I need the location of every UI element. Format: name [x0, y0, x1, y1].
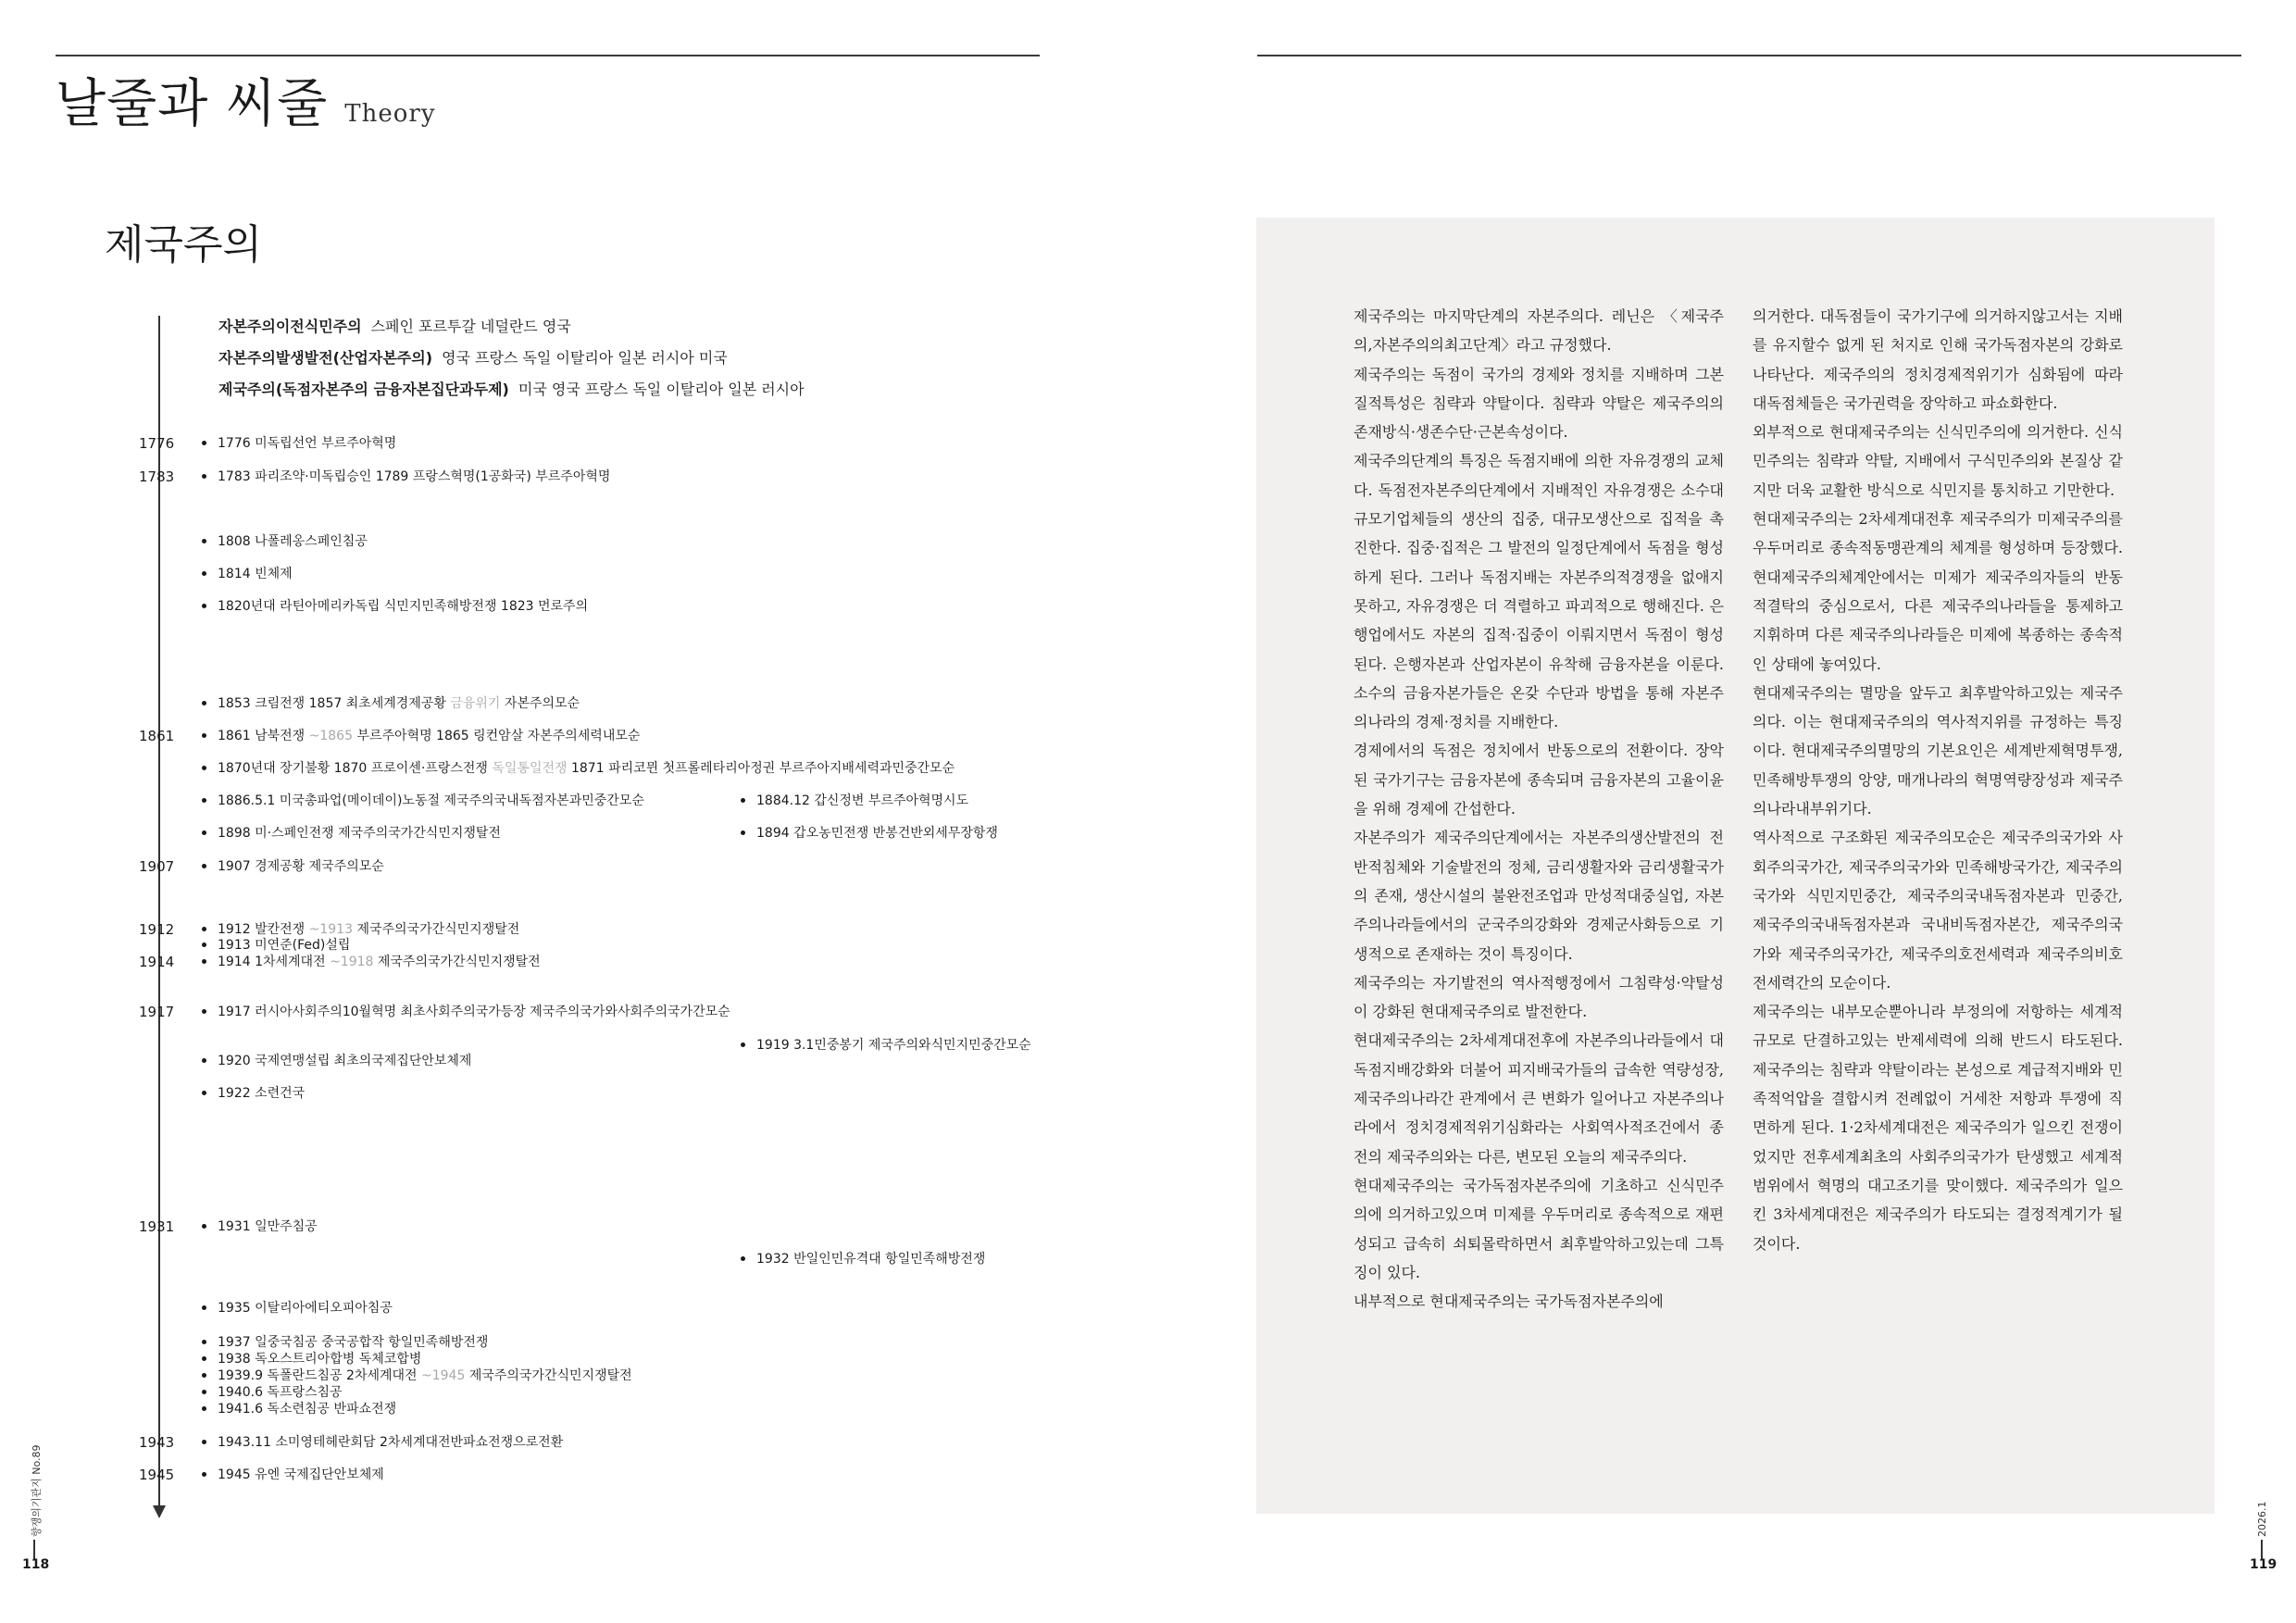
bullet-icon: [202, 830, 206, 835]
year-label: 1917: [139, 1004, 175, 1020]
bullet-icon: [202, 1305, 206, 1310]
timeline-event: 1941.6 독소련침공 반파쇼전쟁: [202, 1402, 396, 1417]
bullet-icon: [202, 1340, 206, 1344]
bullet-icon: [202, 798, 206, 803]
timeline-event: 1938 독오스트리아합병 독체코합병: [202, 1352, 421, 1367]
bullet-icon: [202, 927, 206, 931]
bullet-icon: [741, 1042, 745, 1047]
category-label: 제국주의(독점자본주의 금융자본집단과두제): [218, 381, 509, 398]
timeline-event: 1920 국제연맹설립 최초의국제집단안보체제: [202, 1054, 471, 1068]
timeline-arrow-icon: [153, 1505, 166, 1518]
timeline-event: 1870년대 장기불황 1870 프로이센·프랑스전쟁 독일통일전쟁 1871 파리코뮌 첫프롤레타리아정권 부르주아지배세력과민중간모순: [202, 761, 955, 776]
timeline-event: 1919 3.1민중봉기 제국주의와식민지민중간모순: [741, 1038, 1031, 1053]
article-column-1: 제국주의는 마지막단계의 자본주의다. 레닌은 〈제국주의,자본주의의최고단계〉라고 규정했다. 제국주의는 독점이 국가의 경제와 정치를 지배하며 그본질적특성은 침략과 약탈이다. 침략과 약탈은 제국주의의 존재방식·생존수단·근본속성이다. 제국주의단계의 특징은 독점지배에 의한 자유경쟁의 교체다. 독점전자본주의단계에서 지배적인 자유경쟁은 소수대규모기업체들의 생산의 집중, 대규모생산으로 집적을 촉진한다. 집중·집적은 그 발전의 일정단계에서 독점을 형성하게 된다. 그러나 독점지배는 자본주의적경쟁을 없애지못하고, 자유경쟁은 더 격렬하고 파괴적으로 행해진다. 은행업에서도 자본의 집적·집중이 이뤄지면서 독점이 형성된다. 은행자본과 산업자본이 유착해 금융자본을 이룬다. 소수의 금융자본가들은 온갖 수단과 방법을 통해 자본주의나라의 경제·정치를 지배한다. 경제에서의 독점은 정치에서 반동으로의 전환이다. 장악된 국가기구는 금융자본에 종속되며 금융자본의 고율이윤을 위해 경제에 간섭한다. 자본주의가 제국주의단계에서는 자본주의생산발전의 전반적침체와 기술발전의 정체, 금리생활자와 금리생활국가의 존재, 생산시설의 불완전조업과 만성적대중실업, 자본주의나라들에서의 군국주의강화와 경제군사화등으로 기생적으로 존재하는 것이 특징이다. 제국주의는 자기발전의 역사적행정에서 그침략성·약탈성이 강화된 현대제국주의로 발전한다. 현대제국주의는 2차세계대전후에 자본주의나라들에서 대독점지배강화와 더불어 피지배국가들의 급속한 역량성장, 제국주의나라간 관계에서 큰 변화가 일어나고 자본주의나라에서 정치경제적위기심화라는 사회역사적조건에서 종전의 제국주의와는 다른, 변모된 오늘의 제국주의다. 현대제국주의는 국가독점자본주의에 기초하고 신식민주의에 의거하고있으며 미제를 우두머리로 종속적으로 재편성되고 급속히 쇠퇴몰락하면서 최후발악하고있는데 그특징이 있다. 내부적으로 현대제국주의는 국가독점자본주의에: [1354, 307, 1724, 1311]
timeline-event: 1917 러시아사회주의10월혁명 최초사회주의국가등장 제국주의국가와사회주의국가간모순: [202, 1005, 730, 1019]
section-title-text: 날줄과 씨줄: [56, 74, 329, 134]
timeline-event: 1945 유엔 국제집단안보체제: [202, 1467, 384, 1482]
year-label: 1945: [139, 1467, 175, 1483]
timeline-event: 1814 빈체제: [202, 567, 293, 581]
bullet-icon: [202, 474, 206, 479]
category-label: 자본주의이전식민주의: [218, 318, 362, 335]
category-label: 자본주의발생발전(산업자본주의): [218, 349, 433, 367]
category-row: [218, 346, 728, 368]
top-rule-left: [56, 55, 1040, 56]
bullet-icon: [741, 798, 745, 803]
year-label: 1907: [139, 858, 175, 875]
timeline-event: 1932 반일인민유격대 항일민족해방전쟁: [741, 1252, 985, 1267]
category-row: [218, 315, 571, 336]
timeline-event: 1940.6 독프랑스침공: [202, 1385, 343, 1400]
right-page-number: 119: [2250, 1557, 2277, 1572]
year-label: 1914: [139, 954, 175, 970]
timeline-event: 1808 나폴레옹스페인침공: [202, 534, 368, 549]
timeline-event: 1943.11 소미영테헤란회담 2차세계대전반파쇼전쟁으로전환: [202, 1435, 563, 1450]
section-subtitle: Theory: [344, 100, 436, 128]
bullet-icon: [202, 1091, 206, 1095]
bullet-icon: [202, 959, 206, 964]
year-label: 1861: [139, 728, 175, 744]
section-title: [56, 63, 436, 137]
bullet-icon: [202, 441, 206, 445]
timeline-event: 1776 미독립선언 부르주아혁명: [202, 436, 396, 451]
bullet-icon: [202, 701, 206, 705]
timeline-event: 1853 크림전쟁 1857 최초세계경제공황 금융위기 자본주의모순: [202, 696, 580, 711]
bullet-icon: [741, 1256, 745, 1261]
category-countries: 스페인 포르투갈 네덜란드 영국: [370, 318, 571, 335]
timeline-event: 1937 일중국침공 중국공합작 항일민족해방전쟁: [202, 1335, 488, 1350]
top-rule-right: [1257, 55, 2241, 56]
timeline-event: 1820년대 라틴아메리카독립 식민지민족해방전쟁 1823 먼로주의: [202, 599, 588, 614]
bullet-icon: [202, 943, 206, 947]
year-label: 1912: [139, 921, 175, 938]
bullet-icon: [202, 1224, 206, 1229]
timeline-event: 1913 미연준(Fed)설립: [202, 938, 350, 953]
bullet-icon: [741, 830, 745, 835]
timeline-event: 1783 파리조약·미독립승인 1789 프랑스혁명(1공화국) 부르주아혁명: [202, 469, 610, 484]
bullet-icon: [202, 1058, 206, 1063]
bullet-icon: [202, 1373, 206, 1378]
article-column-2: 의거한다. 대독점들이 국가기구에 의거하지않고서는 지배를 유지할수 없게 된 처지로 인해 국가독점자본의 강화로 나타난다. 제국주의의 정치경제적위기가 심화됨에 따라 대독점체들은 국가권력을 장악하고 파쇼화한다. 외부적으로 현대제국주의는 신식민주의에 의거한다. 신식민주의는 침략과 약탈, 지배에서 구식민주의와 본질상 같지만 더욱 교활한 방식으로 식민지를 통치하고 기만한다. 현대제국주의는 2차세계대전후 제국주의가 미제국주의를 우두머리로 종속적동맹관계의 체계를 형성하며 등장했다. 현대제국주의체계안에서는 미제가 제국주의자들의 반동적결탁의 중심으로서, 다른 제국주의나라들을 통제하고 지휘하며 다른 제국주의나라들은 미제에 복종하는 종속적인 상태에 놓여있다. 현대제국주의는 멸망을 앞두고 최후발악하고있는 제국주의다. 이는 현대제국주의의 역사적지위를 규정하는 특징이다. 현대제국주의멸망의 기본요인은 세계반제혁명투쟁, 민족해방투쟁의 앙양, 매개나라의 혁명역량장성과 제국주의나라내부위기다. 역사적으로 구조화된 제국주의모순은 제국주의국가와 사회주의국가간, 제국주의국가와 민족해방국가간, 제국주의국가와 식민지민중간, 제국주의국내독점자본과 민중간, 제국주의국내독점자본과 국내비독점자본간, 제국주의국가와 제국주의국가간, 제국주의호전세력과 제국주의비호전세력간의 모순이다. 제국주의는 내부모순뿐아니라 부정의에 저항하는 세계적규모로 단결하고있는 반제세력에 의해 반드시 타도된다. 제국주의는 침략과 약탈이라는 본성으로 계급적지배와 민족적억압을 결합시켜 전례없이 거세찬 저항과 투쟁에 직면하게 된다. 1·2차세계대전은 제국주의가 일으킨 전쟁이었지만 전후세계최초의 사회주의국가가 탄생했고 세계적범위에서 혁명의 대고조기를 맞이했다. 제국주의가 일으킨 3차세계대전은 제국주의가 타도되는 결정적계기가 될것이다.: [1753, 307, 2123, 1253]
timeline-event: 1931 일만주침공: [202, 1219, 318, 1234]
bullet-icon: [202, 1009, 206, 1014]
bullet-icon: [202, 1440, 206, 1444]
timeline-event: 1935 이탈리아에티오피아침공: [202, 1301, 393, 1316]
timeline-event: 1939.9 독폴란드침공 2차세계대전 ~1945 제국주의국가간식민지쟁탈전: [202, 1368, 632, 1383]
timeline-event: 1907 경제공황 제국주의모순: [202, 859, 384, 874]
bullet-icon: [202, 604, 206, 608]
timeline-event: 1884.12 갑신정변 부르주아혁명시도: [741, 793, 968, 808]
timeline-event: 1922 소련건국: [202, 1086, 305, 1101]
category-countries: 영국 프랑스 독일 이탈리아 일본 러시아 미국: [442, 349, 728, 367]
bullet-icon: [202, 1472, 206, 1477]
year-label: 1783: [139, 468, 175, 485]
year-label: 1943: [139, 1434, 175, 1451]
timeline-axis: [158, 316, 160, 1510]
bullet-icon: [202, 766, 206, 770]
right-side-label: 2026.1: [2256, 1501, 2268, 1537]
category-countries: 미국 영국 프랑스 독일 이탈리아 일본 러시아: [518, 381, 805, 398]
timeline-event: 1894 갑오농민전쟁 반봉건반외세무장항쟁: [741, 826, 998, 841]
year-label: 1776: [139, 435, 175, 452]
timeline-event: 1886.5.1 미국총파업(메이데이)노동절 제국주의국내독점자본과민중간모순: [202, 793, 644, 808]
year-label: 1931: [139, 1218, 175, 1235]
timeline-event: 1861 남북전쟁 ~1865 부르주아혁명 1865 링컨암살 자본주의세력내모순: [202, 729, 640, 743]
timeline-event: 1912 발칸전쟁 ~1913 제국주의국가간식민지쟁탈전: [202, 922, 519, 937]
bullet-icon: [202, 1356, 206, 1361]
timeline-event: 1898 미·스페인전쟁 제국주의국가간식민지쟁탈전: [202, 826, 501, 841]
bullet-icon: [202, 539, 206, 543]
bullet-icon: [202, 1390, 206, 1394]
category-row: [218, 378, 805, 399]
bullet-icon: [202, 571, 206, 576]
left-side-label: 향쟁의기관지 No.89: [31, 1444, 43, 1537]
timeline-event: 1914 1차세계대전 ~1918 제국주의국가간식민지쟁탈전: [202, 955, 541, 969]
bullet-icon: [202, 733, 206, 738]
bullet-icon: [202, 864, 206, 868]
bullet-icon: [202, 1406, 206, 1411]
left-page-number: 118: [22, 1557, 50, 1572]
page-title: 제국주의: [105, 221, 263, 268]
